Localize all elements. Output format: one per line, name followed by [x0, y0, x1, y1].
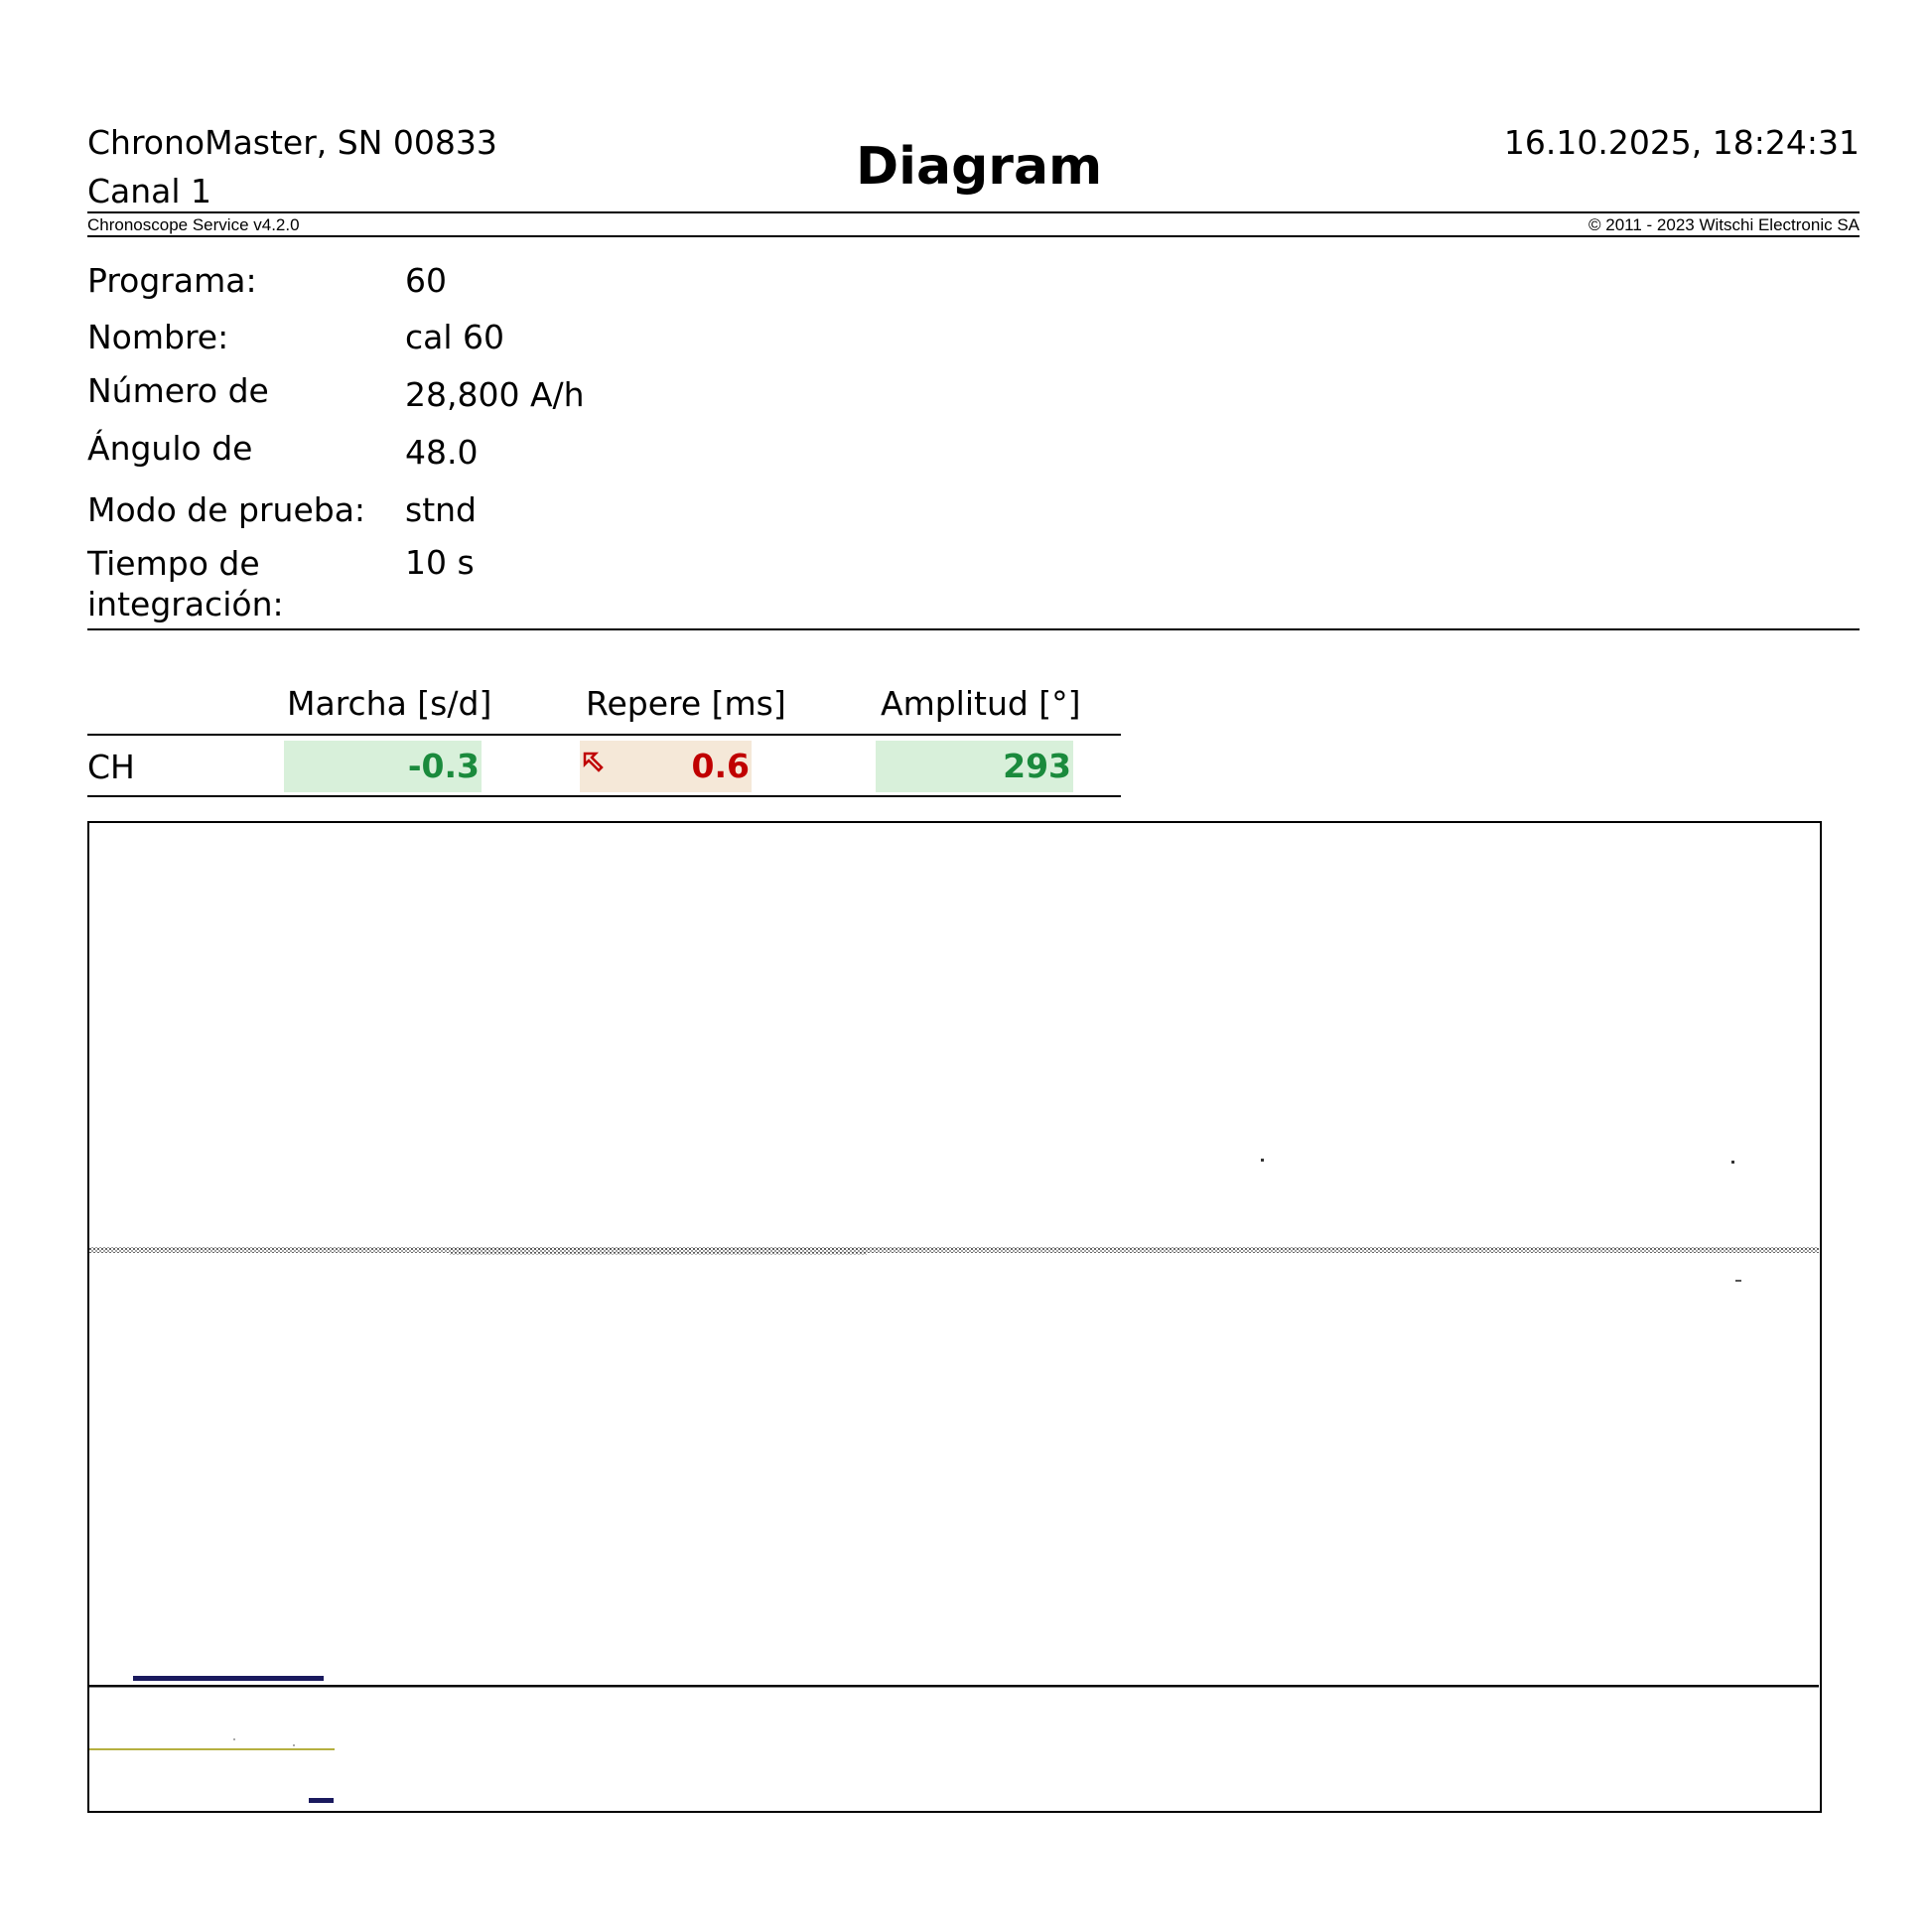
header-rule-bottom	[87, 235, 1860, 237]
copyright: © 2011 - 2023 Witschi Electronic SA	[1588, 215, 1860, 234]
channel-label: Canal 1	[87, 172, 212, 210]
param-label-beats: Número de	[87, 371, 269, 410]
params-rule	[87, 628, 1860, 630]
row-label-ch: CH	[87, 748, 135, 786]
header-rule-top	[87, 211, 1860, 213]
param-label-lift-angle: Ángulo de	[87, 429, 253, 468]
rate-value: -0.3	[284, 741, 482, 792]
param-label-test-mode: Modo de prueba:	[87, 490, 366, 529]
trace-dot	[1735, 1280, 1741, 1282]
trace-dot	[293, 1744, 295, 1746]
software-version: Chronoscope Service v4.2.0	[87, 215, 300, 234]
trace-line	[89, 1247, 1819, 1253]
trace-dot	[1261, 1159, 1264, 1162]
amplitude-value: 293	[876, 741, 1073, 792]
results-rule-top	[87, 734, 1121, 736]
trace-line-dense	[450, 1248, 867, 1255]
beat-error-value: 0.6	[691, 747, 750, 785]
scroll-indicator	[133, 1676, 324, 1681]
trace-dot	[233, 1738, 235, 1740]
diagram-divider	[89, 1685, 1819, 1688]
param-value-beats: 28,800 A/h	[405, 375, 585, 414]
param-value-name: cal 60	[405, 318, 505, 356]
param-value-integration: 10 s	[405, 543, 475, 582]
arrow-up-left-icon	[582, 751, 606, 774]
trace-svg	[89, 823, 1819, 1810]
col-header-rate: Marcha [s/d]	[287, 684, 492, 723]
trace-diagram	[87, 821, 1822, 1813]
beat-error-cell	[580, 741, 752, 792]
overview-marker	[309, 1798, 334, 1803]
col-header-amplitude: Amplitud [°]	[881, 684, 1081, 723]
param-value-program: 60	[405, 261, 447, 300]
device-name: ChronoMaster, SN 00833	[87, 123, 497, 162]
page-title: Diagram	[856, 137, 1103, 197]
results-rule-bottom	[87, 795, 1121, 797]
col-header-beat-error: Repere [ms]	[586, 684, 786, 723]
param-value-lift-angle: 48.0	[405, 433, 479, 472]
param-label-integration: Tiempo de integración:	[87, 544, 284, 623]
param-value-test-mode: stnd	[405, 490, 477, 529]
param-label-name: Nombre:	[87, 318, 229, 356]
param-label-program: Programa:	[87, 261, 257, 300]
datetime: 16.10.2025, 18:24:31	[1503, 123, 1860, 162]
trace-dot	[1731, 1161, 1734, 1164]
overview-line	[89, 1748, 335, 1750]
